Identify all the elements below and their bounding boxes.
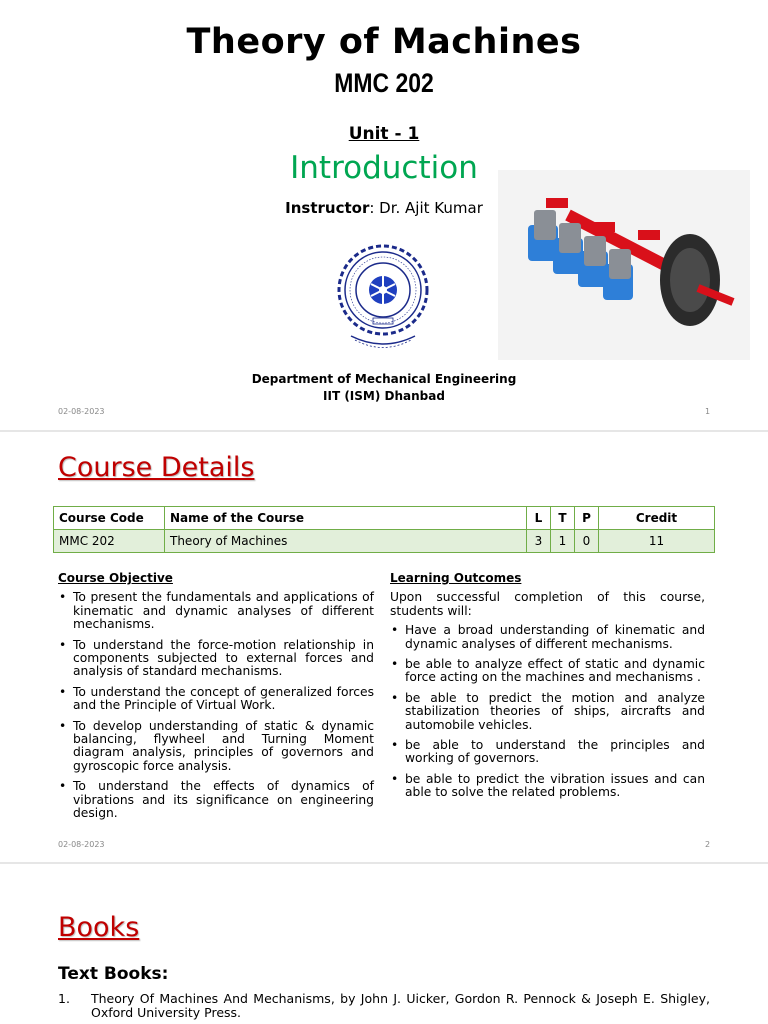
course-table <box>53 506 715 553</box>
learning-outcomes-list <box>390 624 705 799</box>
list-item: • be able to analyze effect of static and dynamic force acting on the machines and mechanisms . <box>390 658 705 685</box>
list-item: • be able to predict the vibration issues and can able to solve the related problems. <box>390 773 705 800</box>
course-objective-list <box>58 591 374 820</box>
table-header-row <box>54 507 715 530</box>
list-item: • Have a broad understanding of kinematic and dynamic analyses of different mechanisms. <box>390 624 705 651</box>
department-block <box>0 371 768 405</box>
table-row <box>54 530 715 553</box>
slide-number: 1 <box>705 407 711 416</box>
list-item: • To understand the force-motion relationship in components subjected to external forces and analysis of standard mechanisms. <box>58 639 374 679</box>
books-heading: Books <box>58 912 140 943</box>
table-header-cell: Credit <box>599 507 715 530</box>
list-item: • be able to predict the motion and analyze stabilization theories of ships, aircrafts and automobile vehicles. <box>390 692 705 732</box>
course-title: Theory of Machines <box>186 22 582 62</box>
list-item: • To understand the effects of dynamics of vibrations and its significance on engineering design. <box>58 780 374 820</box>
table-header-cell: P <box>575 507 599 530</box>
course-details-heading: Course Details <box>58 452 255 483</box>
institute-logo-icon <box>333 240 433 354</box>
table-cell: Theory of Machines <box>165 530 527 553</box>
slide-date: 02-08-2023 <box>58 407 105 416</box>
learning-outcomes-heading: Learning Outcomes <box>390 571 522 585</box>
table-header-cell: L <box>527 507 551 530</box>
engine-crankshaft-image <box>498 170 750 360</box>
slide-date: 02-08-2023 <box>58 840 105 849</box>
topic-title: Introduction <box>290 150 478 186</box>
slide-number: 2 <box>705 840 711 849</box>
book-number: 1. <box>58 991 70 1006</box>
list-item: • To present the fundamentals and applications of kinematic and dynamic analyses of different mechanisms. <box>58 591 374 631</box>
slide-title <box>0 0 768 430</box>
learning-outcomes-intro: Upon successful completion of this course, students will: <box>390 590 705 618</box>
table-cell: MMC 202 <box>54 530 165 553</box>
course-objective-heading: Course Objective <box>58 571 173 585</box>
book-list-item <box>58 992 710 1020</box>
table-header-cell: Name of the Course <box>165 507 527 530</box>
table-header-cell: T <box>551 507 575 530</box>
department-name: Department of Mechanical Engineering <box>251 372 517 386</box>
table-cell: 1 <box>551 530 575 553</box>
slide-books <box>0 864 768 1024</box>
course-code: MMC 202 <box>334 68 434 98</box>
slide-course-details <box>0 432 768 862</box>
instructor-label: Instructor <box>285 199 370 217</box>
list-item: • be able to understand the principles and working of governors. <box>390 739 705 766</box>
learning-outcomes-column <box>390 572 705 807</box>
text-books-heading: Text Books: <box>58 964 169 984</box>
list-item: • To develop understanding of static & dynamic balancing, flywheel and Turning Moment diagram analysis, principles of governors and gyroscopic force analysis. <box>58 720 374 774</box>
instructor-name: : Dr. Ajit Kumar <box>369 199 483 217</box>
table-cell: 0 <box>575 530 599 553</box>
course-objective-column <box>58 572 374 828</box>
table-cell: 3 <box>527 530 551 553</box>
list-item: • To understand the concept of generalized forces and the Principle of Virtual Work. <box>58 686 374 713</box>
table-cell: 11 <box>599 530 715 553</box>
institute-name: IIT (ISM) Dhanbad <box>323 389 445 403</box>
book-citation: Theory Of Machines And Mechanisms, by John J. Uicker, Gordon R. Pennock & Joseph E. Shigley, Oxford University Press. <box>91 991 710 1020</box>
table-header-cell: Course Code <box>54 507 165 530</box>
unit-label: Unit - 1 <box>348 124 420 144</box>
